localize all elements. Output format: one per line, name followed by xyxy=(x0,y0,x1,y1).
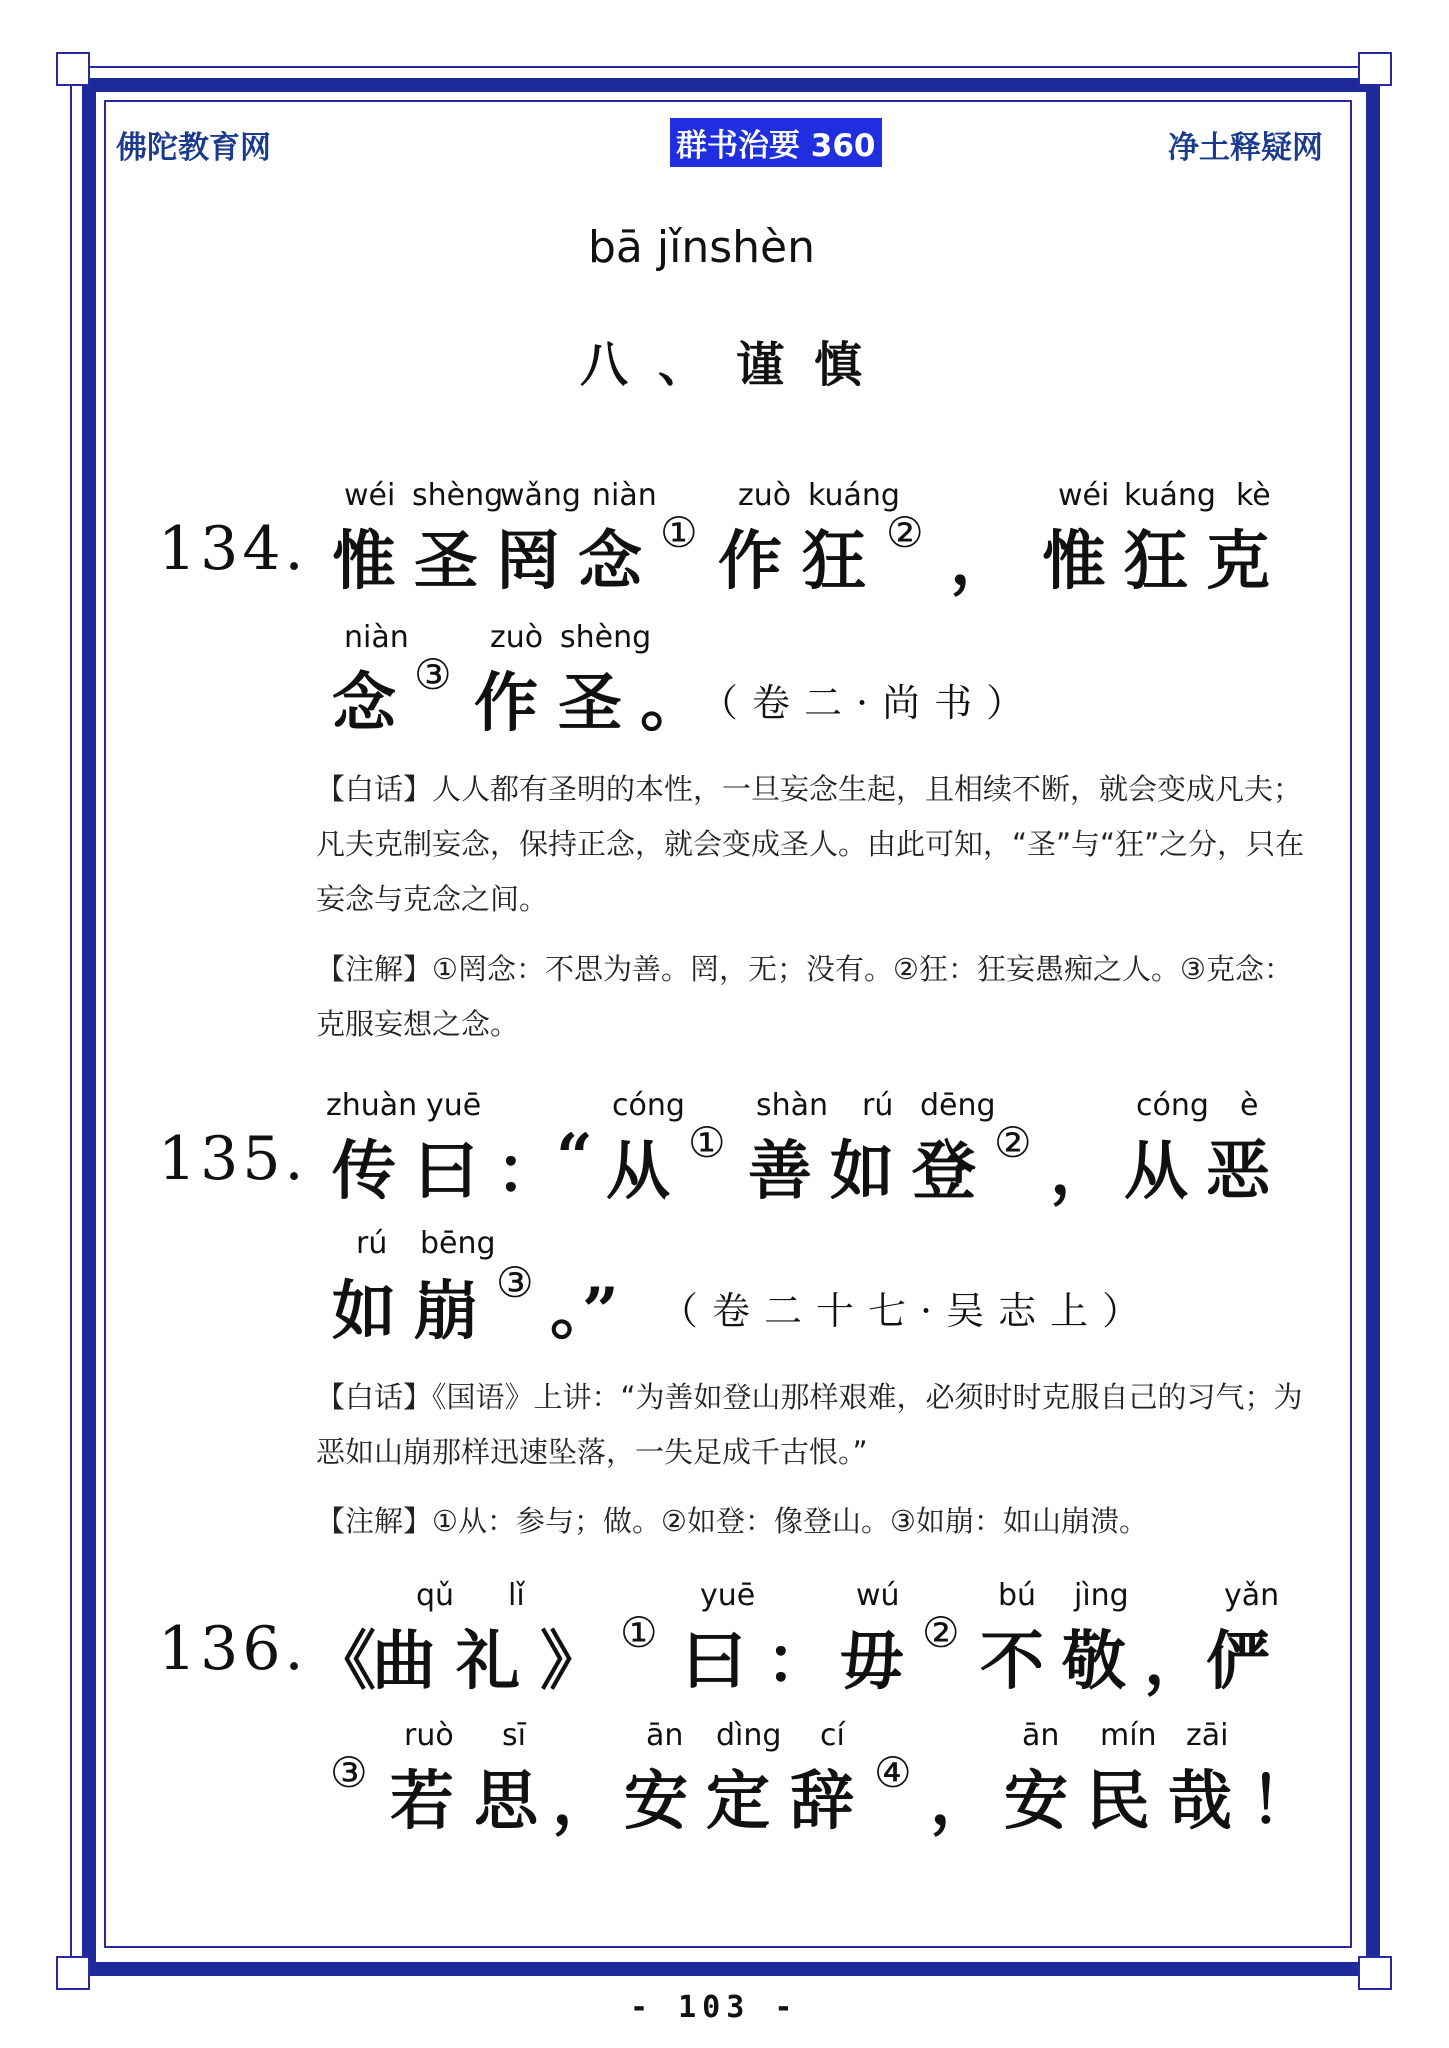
pinyin: wéi xyxy=(1058,478,1110,513)
pinyin: zuò xyxy=(738,478,792,513)
verse-char: 不 xyxy=(980,1624,1044,1699)
pinyin: shèng xyxy=(560,620,652,655)
header-book-title: 群书治要 360 xyxy=(670,118,882,167)
corner-ornament-bl xyxy=(56,1956,90,1990)
pinyin: niàn xyxy=(592,478,657,513)
verse-char: 》 xyxy=(540,1624,604,1699)
verse-char: ， xyxy=(552,1764,616,1839)
pinyin: wǎng xyxy=(500,478,581,513)
verse-char: 曰 xyxy=(682,1624,746,1699)
footnote-marker: ① xyxy=(688,1118,726,1167)
verse-char: 念 xyxy=(578,524,642,599)
pinyin: niàn xyxy=(344,620,409,655)
pinyin: rú xyxy=(356,1226,388,1261)
pinyin: lǐ xyxy=(508,1578,525,1613)
pinyin: kuáng xyxy=(808,478,900,513)
pinyin: yuē xyxy=(700,1578,756,1613)
verse-char: 圣 xyxy=(414,524,478,599)
verse-char: 圣 xyxy=(558,666,622,741)
verse-char: 惟 xyxy=(1042,524,1106,599)
pinyin: è xyxy=(1240,1088,1259,1123)
pinyin: bú xyxy=(998,1578,1037,1613)
footnote-marker: ① xyxy=(620,1608,658,1657)
pinyin: kuáng xyxy=(1124,478,1216,513)
verse-char: 若 xyxy=(390,1764,454,1839)
pinyin: yuē xyxy=(426,1088,482,1123)
verse-char: 。” xyxy=(550,1274,619,1349)
verse-char: 如 xyxy=(830,1134,894,1209)
corner-ornament-br xyxy=(1358,1956,1392,1990)
corner-ornament-tr xyxy=(1358,52,1392,86)
pinyin: wú xyxy=(856,1578,900,1613)
verse-char: ！ xyxy=(1250,1764,1314,1839)
verse-char: 曰 xyxy=(414,1134,478,1209)
section-title: 八、谨慎 xyxy=(580,337,893,393)
verse-char: 毋 xyxy=(840,1624,904,1699)
section-pinyin: bā jǐnshèn xyxy=(588,222,815,273)
pinyin: rú xyxy=(862,1088,894,1123)
verse-char: 狂 xyxy=(1124,524,1188,599)
footnote-marker: ② xyxy=(922,1608,960,1657)
pinyin: dìng xyxy=(716,1718,782,1753)
entry-number: 136. xyxy=(158,1614,308,1684)
pinyin: ān xyxy=(1022,1718,1060,1753)
pinyin: cóng xyxy=(612,1088,685,1123)
verse-char: ， xyxy=(950,524,1014,599)
verse-char: 作 xyxy=(474,666,538,741)
verse-char: 狂 xyxy=(802,524,866,599)
footnote-marker: ② xyxy=(994,1118,1032,1167)
verse-char: ： xyxy=(496,1134,560,1209)
source-citation: （卷二十七·吴志上） xyxy=(660,1289,1155,1333)
verse-char: 传 xyxy=(332,1134,396,1209)
pinyin: cí xyxy=(820,1718,845,1753)
verse-char: 安 xyxy=(1004,1764,1068,1839)
verse-char: 俨 xyxy=(1206,1624,1270,1699)
verse-char: 曲 xyxy=(372,1624,436,1699)
pinyin: yǎn xyxy=(1224,1578,1280,1613)
footnote-marker: ③ xyxy=(330,1748,368,1797)
verse-char: 惟 xyxy=(332,524,396,599)
verse-char: 安 xyxy=(624,1764,688,1839)
page-number: - 103 - xyxy=(630,1990,799,2025)
verse-char: 定 xyxy=(706,1764,770,1839)
pinyin: sī xyxy=(502,1718,526,1753)
footnote-marker: ③ xyxy=(414,650,452,699)
verse-char: 如 xyxy=(332,1274,396,1349)
pinyin: mín xyxy=(1100,1718,1157,1753)
verse-char: 礼 xyxy=(456,1624,520,1699)
verse-char: ， xyxy=(930,1764,994,1839)
pinyin: zhuàn xyxy=(326,1088,418,1123)
footnote-marker: ① xyxy=(660,508,698,557)
header-right-site: 净土释疑网 xyxy=(1168,130,1323,166)
pinyin: kè xyxy=(1236,478,1271,513)
footnote-marker: ③ xyxy=(496,1258,534,1307)
verse-char: 哉 xyxy=(1168,1764,1232,1839)
verse-char: 辞 xyxy=(790,1764,854,1839)
verse-char: 崩 xyxy=(414,1274,478,1349)
entry-number: 135. xyxy=(158,1124,308,1194)
pinyin: dēng xyxy=(920,1088,996,1123)
verse-char: 善 xyxy=(748,1134,812,1209)
annotation: 【注解】①从：参与；做。②如登：像登山。③如崩：如山崩溃。 xyxy=(316,1504,1148,1538)
verse-char: ， xyxy=(1144,1624,1208,1699)
verse-char: 登 xyxy=(912,1134,976,1209)
verse-char: 念 xyxy=(332,666,396,741)
pinyin: ān xyxy=(646,1718,684,1753)
pinyin: bēng xyxy=(420,1226,496,1261)
verse-char: 《 xyxy=(312,1624,376,1699)
verse-char: 从 xyxy=(606,1134,670,1209)
verse-char: 敬 xyxy=(1062,1624,1126,1699)
pinyin: shèng xyxy=(412,478,504,513)
source-citation: （卷二·尚书） xyxy=(700,681,1039,725)
verse-char: 罔 xyxy=(496,524,560,599)
verse-char: 恶 xyxy=(1206,1134,1270,1209)
verse-char: 思 xyxy=(474,1764,538,1839)
verse-char: 从 xyxy=(1124,1134,1188,1209)
verse-char: ， xyxy=(1050,1134,1114,1209)
pinyin: shàn xyxy=(756,1088,829,1123)
vernacular-translation: 【白话】人人都有圣明的本性，一旦妄念生起，且相续不断，就会变成凡夫；凡夫克制妄念，保持正念，就会变成圣人。由此可知，“圣”与“狂”之分，只在妄念与克念之间。 xyxy=(316,772,1305,916)
pinyin: jìng xyxy=(1074,1578,1129,1613)
pinyin: ruò xyxy=(404,1718,454,1753)
entry-number: 134. xyxy=(158,514,308,584)
header-left-site: 佛陀教育网 xyxy=(116,130,271,166)
pinyin: wéi xyxy=(344,478,396,513)
vernacular-translation: 【白话】《国语》上讲：“为善如登山那样艰难，必须时时克服自己的习气；为恶如山崩那样迅速坠落，一失足成千古恨。” xyxy=(316,1380,1303,1469)
pinyin: zāi xyxy=(1186,1718,1229,1753)
pinyin: qǔ xyxy=(416,1578,455,1613)
verse-char: 克 xyxy=(1206,524,1270,599)
verse-char: “ xyxy=(556,1120,593,1195)
pinyin: zuò xyxy=(490,620,544,655)
corner-ornament-tl xyxy=(56,52,90,86)
pinyin: cóng xyxy=(1136,1088,1209,1123)
verse-char: 。 xyxy=(640,666,704,741)
verse-char: 民 xyxy=(1086,1764,1150,1839)
footnote-marker: ④ xyxy=(874,1748,912,1797)
verse-char: 作 xyxy=(718,524,782,599)
verse-char: ： xyxy=(766,1624,830,1699)
annotation: 【注解】①罔念：不思为善。罔，无；没有。②狂：狂妄愚痴之人。③克念：克服妄想之念。 xyxy=(316,952,1293,1041)
footnote-marker: ② xyxy=(886,508,924,557)
